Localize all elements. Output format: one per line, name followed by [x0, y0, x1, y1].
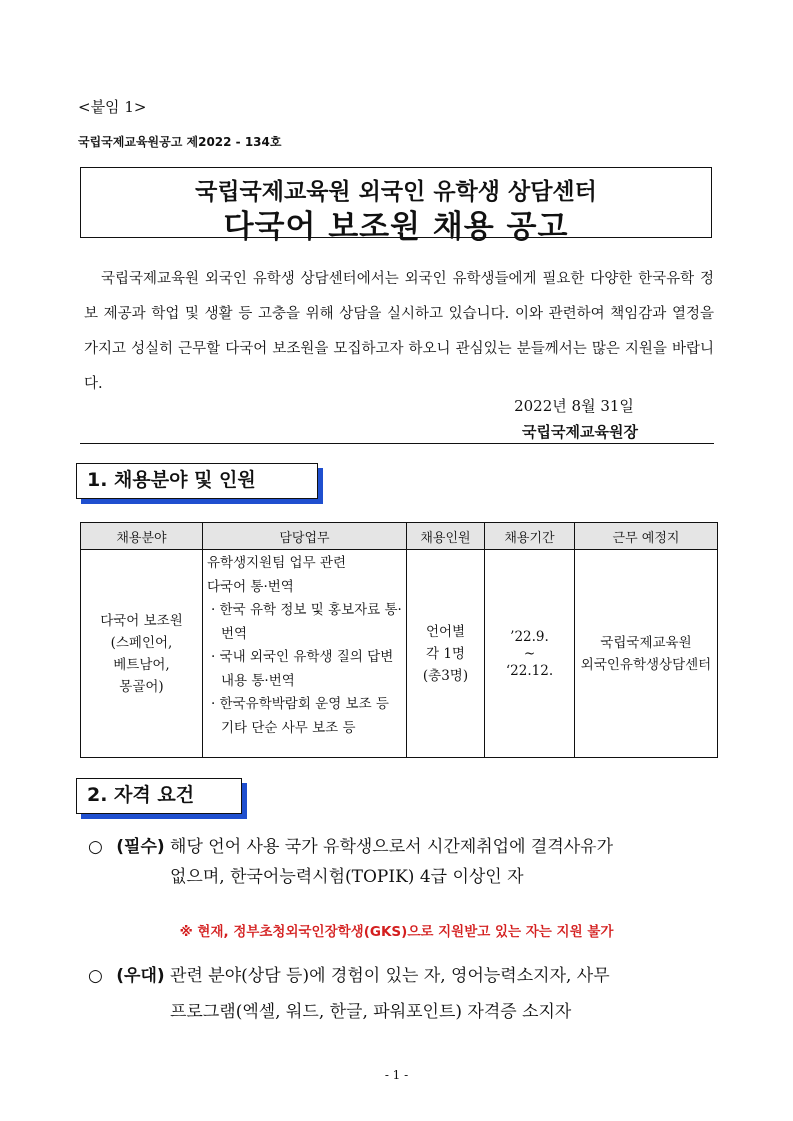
preferred-label: (우대) [116, 966, 165, 986]
director-signature: 국립국제교육원장 [522, 423, 638, 441]
required-text-continued: 없으며, 한국어능력시험(TOPIK) 4급 이상인 자 [170, 867, 524, 887]
title-line1: 국립국제교육원 외국인 유학생 상담센터 [195, 179, 597, 205]
period-separator: ~ [523, 645, 536, 662]
headcount-line: 각 1명 [426, 645, 465, 662]
field-line: (스페인어, [110, 634, 173, 651]
table-row [81, 550, 718, 758]
attachment-label: <붙임 1> [78, 98, 147, 116]
field-line: 베트남어, [113, 656, 170, 673]
notice-number: 국립국제교육원공고 제2022 - 134호 [78, 135, 282, 149]
preferred-qualification [88, 955, 610, 997]
gks-warning-note: ※ 현재, 정부초청외국인장학생(GKS)으로 지원받고 있는 자는 지원 불가 [179, 924, 614, 940]
signature-divider [80, 443, 714, 444]
field-line: 다국어 보조원 [100, 612, 183, 629]
intro-paragraph: 국립국제교육원 외국인 유학생 상담센터에서는 외국인 유학생들에게 필요한 다양한 한국유학 정보 제공과 학업 및 생활 등 고충을 위해 상담을 실시하고 있습니다. 이와 관련하여 책임감과 열정을 가지고 성실히 근무할 다국어 보조원을 모집하고자 하오니 관심있는 분들께서는 많은 지원을 바랍니다. [84, 271, 714, 392]
notice-date: 2022년 8월 31일 [514, 397, 634, 415]
header-duties: 담당업무 [203, 523, 407, 550]
duty-item: · 한국 유학 정보 및 홍보자료 통·번역 [211, 602, 402, 642]
section-heading-recruitment: 1. 채용분야 및 인원 [76, 463, 318, 499]
duty-item: · 국내 외국인 유학생 질의 답변 내용 통·번역 [211, 649, 394, 689]
duty-item: · 한국유학박람회 운영 보조 등 기타 단순 사무 보조 등 [211, 696, 389, 736]
header-headcount: 채용인원 [407, 523, 485, 550]
headcount-line: (총3명) [422, 667, 469, 684]
page-number: - 1 - [384, 1068, 409, 1082]
cell-location [575, 550, 718, 758]
recruitment-table [80, 522, 718, 758]
section-heading-qualifications: 2. 자격 요건 [76, 778, 242, 814]
header-period: 채용기간 [485, 523, 575, 550]
header-field: 채용분야 [81, 523, 203, 550]
headcount-line: 언어별 [425, 623, 466, 640]
cell-duties [203, 550, 407, 758]
duty-intro: 다국어 통·번역 [207, 578, 294, 595]
period-end: ‘22.12. [505, 662, 554, 679]
title-box [80, 167, 712, 245]
duty-intro: 유학생지원팀 업무 관련 [207, 555, 346, 571]
header-location: 근무 예정지 [575, 523, 718, 550]
bullet-icon: ○ [88, 966, 103, 986]
preferred-text: 관련 분야(상담 등)에 경험이 있는 자, 영어능력소지자, 사무 [170, 966, 610, 986]
field-line: 몽골어) [119, 678, 164, 695]
bullet-icon: ○ [88, 837, 103, 857]
period-start: ’22.9. [510, 628, 549, 645]
required-text: 해당 언어 사용 국가 유학생으로서 시간제취업에 결격사유가 [170, 837, 614, 857]
cell-period [485, 550, 575, 758]
cell-headcount [407, 550, 485, 758]
page-title: 다국어 보조원 채용 공고 [223, 209, 569, 245]
preferred-text-continued: 프로그램(엑셀, 워드, 한글, 파워포인트) 자격증 소지자 [170, 1002, 572, 1022]
table-header-row [81, 523, 718, 550]
location-line: 외국인유학생상담센터 [580, 656, 712, 673]
required-label: (필수) [116, 837, 165, 857]
location-line: 국립국제교육원 [600, 634, 692, 651]
cell-field [81, 550, 203, 758]
